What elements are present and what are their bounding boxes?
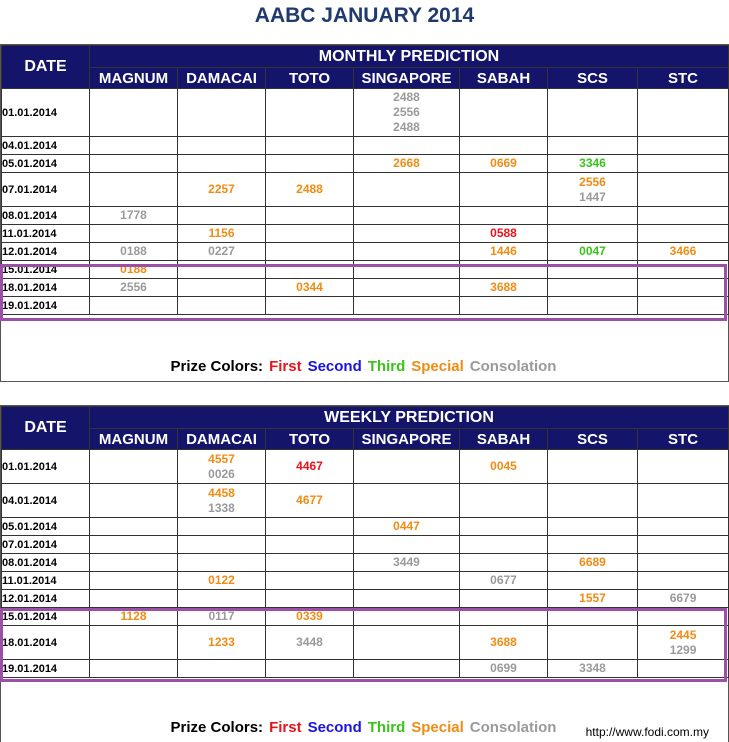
- column-header-scs: SCS: [548, 68, 638, 89]
- column-header-toto: TOTO: [266, 68, 354, 89]
- prediction-cell-sabah: [460, 243, 548, 261]
- prediction-cell-sabah: [460, 450, 548, 484]
- prediction-cell-sabah: [460, 207, 548, 225]
- table-row: [2, 554, 729, 572]
- prediction-cell-damacai: [178, 536, 266, 554]
- legend-item-third: Third: [367, 719, 406, 736]
- prediction-number: 0699: [490, 661, 517, 675]
- prediction-cell-stc: [638, 484, 729, 518]
- prediction-cell-damacai: [178, 660, 266, 678]
- prediction-cell-magnum: [90, 155, 178, 173]
- prediction-cell-toto: [266, 297, 354, 315]
- prediction-cell-damacai: [178, 297, 266, 315]
- date-cell: 18.01.2014: [2, 626, 90, 660]
- table-row: [2, 608, 729, 626]
- prediction-number: 1233: [208, 635, 235, 649]
- table-row: [2, 484, 729, 518]
- table-row: [2, 660, 729, 678]
- prediction-number: 1557: [579, 591, 606, 605]
- prediction-cell-stc: [638, 225, 729, 243]
- prediction-cell-magnum: [90, 660, 178, 678]
- prediction-cell-sabah: [460, 89, 548, 137]
- prediction-number: 4458: [208, 485, 235, 500]
- legend-item-second: Second: [307, 358, 362, 375]
- prediction-cell-damacai: [178, 450, 266, 484]
- prediction-cell-magnum: [90, 590, 178, 608]
- prediction-cell-toto: [266, 173, 354, 207]
- prediction-cell-sabah: [460, 484, 548, 518]
- date-cell: 19.01.2014: [2, 297, 90, 315]
- prediction-number: 2488: [393, 120, 420, 134]
- legend-item-first: First: [269, 719, 302, 736]
- legend-item-consolation: Consolation: [469, 358, 557, 375]
- prediction-cell-damacai: [178, 554, 266, 572]
- table-row: [2, 207, 729, 225]
- prediction-cell-singapore: [354, 243, 460, 261]
- prediction-cell-sabah: [460, 626, 548, 660]
- table-row: [2, 518, 729, 536]
- prediction-cell-stc: [638, 572, 729, 590]
- prediction-cell-stc: [638, 608, 729, 626]
- date-cell: 12.01.2014: [2, 243, 90, 261]
- page-title: AABC JANUARY 2014: [254, 4, 475, 27]
- prediction-number: 1778: [120, 208, 147, 222]
- prediction-cell-sabah: [460, 572, 548, 590]
- prediction-number: 2556: [393, 105, 420, 119]
- prediction-cell-scs: [548, 660, 638, 678]
- prediction-cell-scs: [548, 590, 638, 608]
- table-row: [2, 225, 729, 243]
- prediction-cell-scs: [548, 450, 638, 484]
- date-cell: 11.01.2014: [2, 225, 90, 243]
- prediction-number: 1447: [579, 189, 606, 204]
- prediction-number: 2488: [393, 90, 420, 104]
- prediction-cell-damacai: [178, 484, 266, 518]
- prediction-cell-stc: [638, 261, 729, 279]
- prediction-cell-stc: [638, 518, 729, 536]
- prediction-cell-damacai: [178, 279, 266, 297]
- prediction-number: 2257: [208, 182, 235, 196]
- legend-item-special: Special: [411, 719, 464, 736]
- weekly-panel: [0, 405, 729, 742]
- prediction-cell-sabah: [460, 261, 548, 279]
- prediction-cell-damacai: [178, 137, 266, 155]
- prediction-cell-scs: [548, 137, 638, 155]
- prediction-number: 3449: [393, 555, 420, 569]
- prediction-cell-sabah: [460, 590, 548, 608]
- prediction-number: 1338: [208, 500, 235, 515]
- prediction-cell-magnum: [90, 279, 178, 297]
- prediction-cell-damacai: [178, 626, 266, 660]
- prediction-number: 0227: [208, 244, 235, 258]
- prediction-cell-scs: [548, 225, 638, 243]
- prediction-cell-singapore: [354, 155, 460, 173]
- prediction-number: 0588: [490, 226, 517, 240]
- prediction-cell-scs: [548, 243, 638, 261]
- date-cell: 04.01.2014: [2, 137, 90, 155]
- table-row: [2, 243, 729, 261]
- prediction-cell-damacai: [178, 608, 266, 626]
- prediction-cell-singapore: [354, 173, 460, 207]
- source-url: http://www.fodi.com.my: [585, 725, 709, 739]
- prediction-number: 4677: [296, 493, 323, 507]
- table-row: [2, 173, 729, 207]
- prediction-cell-singapore: [354, 279, 460, 297]
- prediction-cell-sabah: [460, 660, 548, 678]
- prediction-number: 0339: [296, 609, 323, 623]
- date-header: DATE: [2, 407, 90, 450]
- prediction-cell-damacai: [178, 225, 266, 243]
- prediction-cell-toto: [266, 243, 354, 261]
- prediction-cell-singapore: [354, 590, 460, 608]
- prediction-cell-stc: [638, 626, 729, 660]
- prediction-cell-singapore: [354, 137, 460, 155]
- prediction-cell-singapore: [354, 450, 460, 484]
- prediction-cell-singapore: [354, 554, 460, 572]
- prediction-cell-singapore: [354, 261, 460, 279]
- prediction-cell-damacai: [178, 261, 266, 279]
- prediction-cell-scs: [548, 484, 638, 518]
- prediction-number: 4557: [208, 451, 235, 466]
- prediction-cell-stc: [638, 155, 729, 173]
- table-row: [2, 137, 729, 155]
- table-row: [2, 89, 729, 137]
- legend-item-consolation: Consolation: [469, 719, 557, 736]
- legend-item-first: First: [269, 358, 302, 375]
- prediction-cell-sabah: [460, 536, 548, 554]
- table-row: [2, 626, 729, 660]
- prediction-cell-singapore: [354, 660, 460, 678]
- column-header-magnum: MAGNUM: [90, 68, 178, 89]
- prediction-cell-magnum: [90, 225, 178, 243]
- prediction-cell-toto: [266, 626, 354, 660]
- prediction-cell-stc: [638, 660, 729, 678]
- prediction-cell-stc: [638, 297, 729, 315]
- prediction-cell-toto: [266, 450, 354, 484]
- prediction-cell-scs: [548, 89, 638, 137]
- table-row: [2, 261, 729, 279]
- date-cell: 15.01.2014: [2, 608, 90, 626]
- prediction-number: 1299: [669, 642, 697, 657]
- prediction-cell-stc: [638, 207, 729, 225]
- prediction-cell-scs: [548, 518, 638, 536]
- column-header-toto: TOTO: [266, 429, 354, 450]
- date-cell: 08.01.2014: [2, 207, 90, 225]
- prediction-cell-singapore: [354, 207, 460, 225]
- prediction-cell-scs: [548, 572, 638, 590]
- prediction-cell-sabah: [460, 297, 548, 315]
- prediction-cell-stc: [638, 279, 729, 297]
- prediction-cell-scs: [548, 626, 638, 660]
- date-header: DATE: [2, 46, 90, 89]
- date-cell: 11.01.2014: [2, 572, 90, 590]
- prediction-cell-magnum: [90, 608, 178, 626]
- prediction-cell-toto: [266, 572, 354, 590]
- prediction-cell-scs: [548, 608, 638, 626]
- prediction-number: 6689: [579, 555, 606, 569]
- table-row: [2, 297, 729, 315]
- date-cell: 19.01.2014: [2, 660, 90, 678]
- table-row: [2, 572, 729, 590]
- date-cell: 07.01.2014: [2, 173, 90, 207]
- column-header-sabah: SABAH: [460, 429, 548, 450]
- legend-item-second: Second: [307, 719, 362, 736]
- prediction-cell-toto: [266, 225, 354, 243]
- date-cell: 08.01.2014: [2, 554, 90, 572]
- monthly-panel: [0, 44, 729, 382]
- prediction-cell-toto: [266, 536, 354, 554]
- prediction-cell-magnum: [90, 518, 178, 536]
- date-cell: 04.01.2014: [2, 484, 90, 518]
- prediction-cell-toto: [266, 261, 354, 279]
- legend-label: Prize Colors:: [170, 719, 264, 736]
- prediction-number: 0447: [393, 519, 420, 533]
- table-row: [2, 450, 729, 484]
- prediction-cell-stc: [638, 243, 729, 261]
- prediction-number: 0188: [120, 244, 147, 258]
- prediction-cell-scs: [548, 173, 638, 207]
- legend-label: Prize Colors:: [170, 358, 264, 375]
- prediction-number: 1156: [208, 226, 235, 240]
- date-cell: 12.01.2014: [2, 590, 90, 608]
- prediction-cell-sabah: [460, 279, 548, 297]
- prediction-cell-stc: [638, 89, 729, 137]
- legend-item-third: Third: [367, 358, 406, 375]
- prediction-cell-sabah: [460, 554, 548, 572]
- prediction-number: 1128: [120, 609, 147, 623]
- prediction-cell-toto: [266, 518, 354, 536]
- monthly-legend: [0, 358, 727, 375]
- prediction-cell-scs: [548, 554, 638, 572]
- column-header-damacai: DAMACAI: [178, 68, 266, 89]
- prediction-cell-stc: [638, 554, 729, 572]
- prediction-cell-toto: [266, 155, 354, 173]
- prediction-cell-damacai: [178, 207, 266, 225]
- prediction-cell-magnum: [90, 137, 178, 155]
- weekly-table: [1, 406, 729, 678]
- column-header-damacai: DAMACAI: [178, 429, 266, 450]
- date-cell: 07.01.2014: [2, 536, 90, 554]
- prediction-cell-sabah: [460, 155, 548, 173]
- prediction-cell-scs: [548, 261, 638, 279]
- prediction-cell-sabah: [460, 225, 548, 243]
- prediction-cell-magnum: [90, 261, 178, 279]
- prediction-cell-singapore: [354, 89, 460, 137]
- prediction-cell-toto: [266, 554, 354, 572]
- prediction-cell-magnum: [90, 297, 178, 315]
- monthly-heading: MONTHLY PREDICTION: [90, 46, 729, 68]
- weekly-heading: WEEKLY PREDICTION: [90, 407, 729, 429]
- prediction-number: 2445: [669, 627, 697, 642]
- prediction-cell-singapore: [354, 225, 460, 243]
- prediction-cell-magnum: [90, 243, 178, 261]
- prediction-number: 0669: [490, 156, 517, 170]
- prediction-cell-damacai: [178, 155, 266, 173]
- prediction-cell-sabah: [460, 173, 548, 207]
- prediction-cell-singapore: [354, 297, 460, 315]
- prediction-cell-damacai: [178, 173, 266, 207]
- prediction-cell-scs: [548, 297, 638, 315]
- prediction-number: 0344: [296, 280, 323, 294]
- table-row: [2, 536, 729, 554]
- prediction-cell-toto: [266, 279, 354, 297]
- prediction-number: 0122: [208, 573, 235, 587]
- legend-item-special: Special: [411, 358, 464, 375]
- date-cell: 05.01.2014: [2, 518, 90, 536]
- table-row: [2, 155, 729, 173]
- prediction-number: 0045: [490, 459, 517, 473]
- prediction-cell-singapore: [354, 626, 460, 660]
- prediction-cell-magnum: [90, 89, 178, 137]
- prediction-cell-magnum: [90, 207, 178, 225]
- prediction-number: 3688: [490, 280, 517, 294]
- prediction-cell-toto: [266, 137, 354, 155]
- prediction-cell-scs: [548, 207, 638, 225]
- prediction-cell-sabah: [460, 608, 548, 626]
- prediction-number: 6679: [669, 591, 697, 605]
- prediction-cell-toto: [266, 484, 354, 518]
- prediction-cell-singapore: [354, 518, 460, 536]
- prediction-number: 0188: [120, 262, 147, 276]
- prediction-number: 0047: [579, 244, 606, 258]
- date-cell: 18.01.2014: [2, 279, 90, 297]
- prediction-cell-singapore: [354, 536, 460, 554]
- prediction-cell-stc: [638, 536, 729, 554]
- prediction-number: 2668: [393, 156, 420, 170]
- prediction-number: 1446: [490, 244, 517, 258]
- prediction-number: 2488: [296, 182, 323, 196]
- prediction-cell-magnum: [90, 484, 178, 518]
- prediction-cell-toto: [266, 590, 354, 608]
- date-cell: 05.01.2014: [2, 155, 90, 173]
- monthly-table: [1, 45, 729, 315]
- prediction-cell-stc: [638, 590, 729, 608]
- prediction-cell-stc: [638, 137, 729, 155]
- prediction-cell-magnum: [90, 536, 178, 554]
- column-header-scs: SCS: [548, 429, 638, 450]
- prediction-cell-damacai: [178, 572, 266, 590]
- prediction-cell-scs: [548, 155, 638, 173]
- prediction-cell-stc: [638, 173, 729, 207]
- date-cell: 01.01.2014: [2, 89, 90, 137]
- prediction-number: 4467: [296, 459, 323, 473]
- column-header-magnum: MAGNUM: [90, 429, 178, 450]
- prediction-cell-toto: [266, 207, 354, 225]
- date-cell: 01.01.2014: [2, 450, 90, 484]
- column-header-singapore: SINGAPORE: [354, 429, 460, 450]
- prediction-cell-toto: [266, 660, 354, 678]
- prediction-cell-magnum: [90, 554, 178, 572]
- prediction-number: 0026: [208, 466, 235, 481]
- table-row: [2, 590, 729, 608]
- prediction-cell-damacai: [178, 89, 266, 137]
- prediction-cell-sabah: [460, 518, 548, 536]
- table-row: [2, 279, 729, 297]
- prediction-number: 2556: [120, 280, 147, 294]
- column-header-stc: STC: [638, 68, 729, 89]
- prediction-cell-magnum: [90, 626, 178, 660]
- column-header-singapore: SINGAPORE: [354, 68, 460, 89]
- prediction-cell-singapore: [354, 572, 460, 590]
- column-header-stc: STC: [638, 429, 729, 450]
- prediction-cell-sabah: [460, 137, 548, 155]
- prediction-number: 3688: [490, 635, 517, 649]
- prediction-cell-singapore: [354, 608, 460, 626]
- column-header-sabah: SABAH: [460, 68, 548, 89]
- prediction-cell-damacai: [178, 590, 266, 608]
- prediction-cell-damacai: [178, 518, 266, 536]
- prediction-cell-singapore: [354, 484, 460, 518]
- prediction-number: 0677: [490, 573, 517, 587]
- prediction-cell-scs: [548, 536, 638, 554]
- prediction-cell-magnum: [90, 450, 178, 484]
- prediction-number: 3466: [669, 244, 697, 258]
- prediction-cell-scs: [548, 279, 638, 297]
- prediction-number: 3448: [296, 635, 323, 649]
- prediction-number: 3346: [579, 156, 606, 170]
- prediction-number: 2556: [579, 174, 606, 189]
- prediction-number: 0117: [208, 609, 235, 623]
- prediction-cell-magnum: [90, 173, 178, 207]
- prediction-cell-toto: [266, 608, 354, 626]
- date-cell: 15.01.2014: [2, 261, 90, 279]
- prediction-cell-stc: [638, 450, 729, 484]
- prediction-cell-damacai: [178, 243, 266, 261]
- prediction-cell-toto: [266, 89, 354, 137]
- prediction-number: 3348: [579, 661, 606, 675]
- prediction-cell-magnum: [90, 572, 178, 590]
